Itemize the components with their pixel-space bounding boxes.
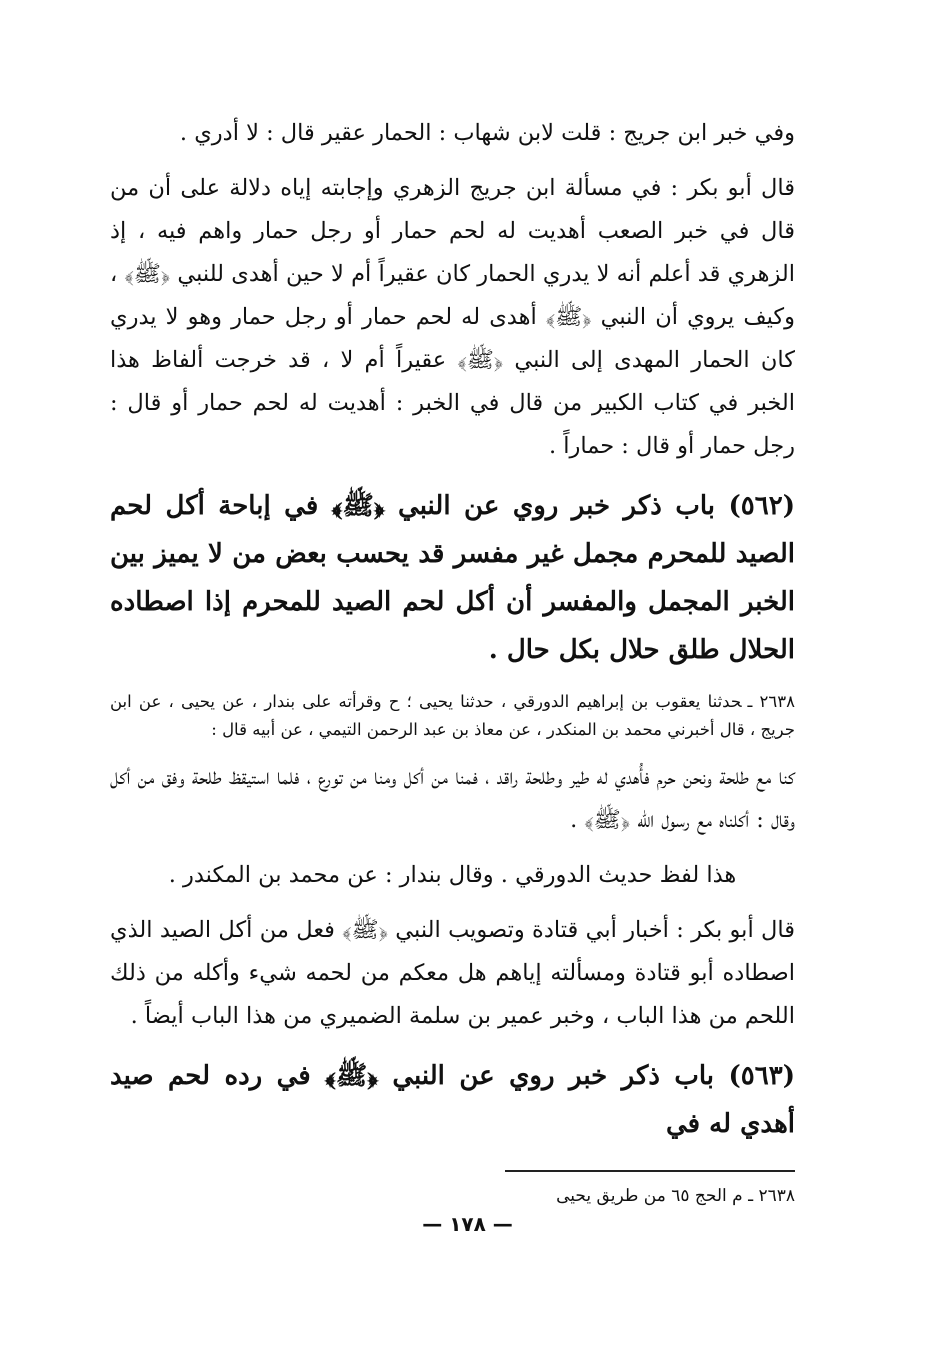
text-paragraph: كنا مع طلحة ونحن حرم فأُهدي له طير وطلحة راقد ، فمنا من أكل ومنا من تورع ، فلما استيقظ طلحة وفق من أكل وقال : أكلناه مع رسول الله ﴿ﷺ﴾ . [110,764,795,833]
page-number: — ١٧٨ — [422,1212,513,1236]
chapter-heading: (٥٦٣) باب ذكر خبر روي عن النبي ﴿ﷺ﴾ في رده لحم صيد أهدي له في [110,1061,795,1139]
hadith-number: ٢٦٣٨ ـ [747,692,795,711]
text-paragraph: قال أبو بكر : في مسألة ابن جريج الزهري وإجابته إياه دلالة على أن من قال في خبر الصعب أهديت له لحم حمار أو رجل حمار واهم فيه ، إذ الزهري قد أعلم أنه لا يدري الحمار كان عقيراً أم لا حين أهدى للنبي ﴿ﷺ﴾ ، وكيف يروي أن النبي ﴿ﷺ﴾ أهدى له لحم حمار أو رجل حمار وهو لا يدري كان الحمار المهدى إلى النبي ﴿ﷺ﴾ عقيراً أم لا ، قد خرجت ألفاظ هذا الخبر في كتاب الكبير من قال في الخبر : أهديت له لحم حمار أو قال : رجل حمار أو قال : حماراً . [110,175,795,459]
footnote-divider [505,1170,795,1172]
text-paragraph: هذا لفظ حديث الدورقي . وقال بندار : عن محمد بن المكندر . [168,862,737,888]
text-paragraph: قال أبو بكر : أخبار أبي قتادة وتصويب النبي ﴿ﷺ﴾ فعل من أكل الصيد الذي اصطاده أبو قتادة ومسألته إياهم هل معكم من لحمه شيء وأكله من ذلك اللحم من هذا الباب ، وخبر عمير بن سلمة الضميري من هذا الباب أيضاً . [110,917,795,1029]
text-paragraph: وفي خبر ابن جريج : قلت لابن شهاب : الحمار عقير قال : لا أدري . [179,120,795,146]
hadith-isnad: حدثنا يعقوب بن إبراهيم الدورقي ، حدثنا يحيى ؛ ح وقرأته على بندار ، عن يحيى ، عن ابن جريج ، قال أخبرني محمد بن المنكدر ، عن معاذ بن عبد الرحمن التيمي ، عن أبيه قال : [110,692,795,739]
footnote: ٢٦٣٨ ـ م الحج ٦٥ من طريق يحيى [556,1186,795,1206]
chapter-heading: (٥٦٢) باب ذكر خبر روي عن النبي ﴿ﷺ﴾ في إباحة أكل لحم الصيد للمحرم مجمل غير مفسر قد يحسب بعض من لا يميز بين الخبر المجمل والمفسر أن أكل لحم الصيد للمحرم إذا اصطاده الحلال طلق حلال بكل حال . [110,491,795,665]
hadith-chain [110,688,795,744]
